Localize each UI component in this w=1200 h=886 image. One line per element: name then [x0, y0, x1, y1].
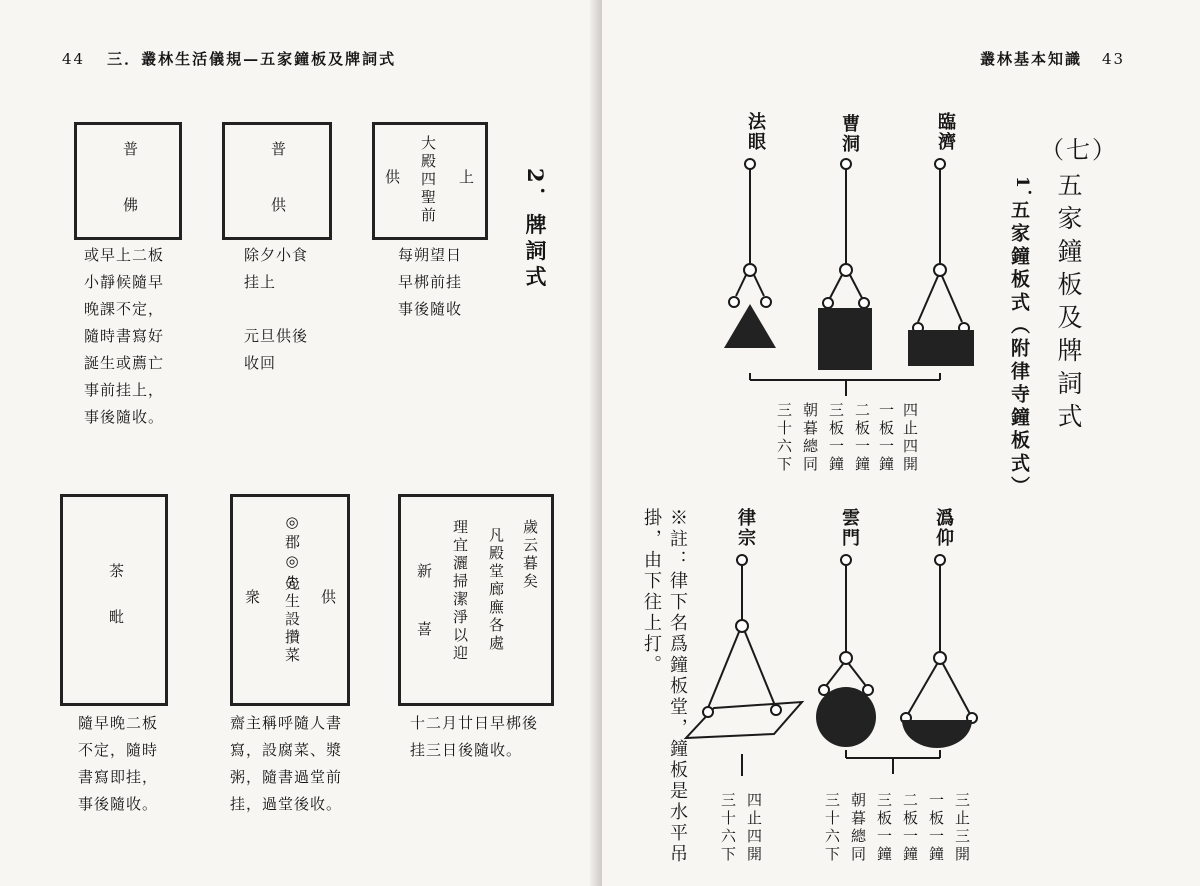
page-number-right: 43	[1102, 50, 1126, 68]
legend-text: 二板一鐘	[901, 792, 919, 864]
caption-top-1: 或早上二板 小靜候隨早 晚課不定， 隨時書寫好 誕生或薦亡 事前挂上， 事後隨收。	[84, 246, 165, 426]
plaque-text: 茶	[107, 563, 125, 581]
label-lvzong: 律宗	[735, 508, 756, 548]
plaque-box-3	[372, 122, 488, 240]
plaque-text: 普	[121, 141, 139, 159]
legend-text: 二板一鐘	[853, 402, 871, 474]
section-heading: 2．牌詞式	[523, 168, 548, 292]
legend-text: 三十六下	[823, 792, 841, 864]
caption-bottom-2: 齋主稱呼隨人書 寫，設腐菜、漿 粥，隨書過堂前 挂，過堂後收。	[230, 714, 343, 813]
running-title-right: 叢林基本知識	[980, 50, 1083, 68]
plaque-text: ◎郡◎◎	[283, 513, 301, 594]
label-caodong: 曹洞	[839, 114, 860, 154]
label-guiyang: 潙仰	[933, 508, 954, 548]
plaque-text: 先生設攢菜	[283, 575, 301, 665]
plaque-text: 凡殿堂廊廡各處	[487, 527, 505, 653]
plaque-text: 上	[457, 169, 475, 187]
chapter-number: （七）	[1040, 136, 1118, 164]
label-fayan: 法眼	[745, 112, 766, 152]
plaque-text: 佛	[121, 197, 139, 215]
plaque-box-4	[60, 494, 168, 706]
left-page	[0, 0, 598, 886]
legend-text: 三板一鐘	[875, 792, 893, 864]
legend-text: 四止四開	[901, 402, 919, 474]
caption-bottom-1: 隨早晚二板 不定，隨時 書寫即挂， 事後隨收。	[78, 714, 159, 813]
plaque-text: 供	[319, 589, 337, 607]
board-shape-square	[818, 308, 872, 370]
page-number-left: 44	[62, 50, 86, 68]
plaque-box-1	[74, 122, 182, 240]
legend-text: 四止四開	[745, 792, 763, 864]
plaque-box-5	[230, 494, 350, 706]
left-header	[62, 48, 396, 69]
legend-text: 三板一鐘	[827, 402, 845, 474]
plaque-box-2	[222, 122, 332, 240]
plaque-text: 理宜灑掃潔淨以迎	[451, 519, 469, 663]
plaque-text: 歲云暮矣	[521, 519, 539, 591]
running-title-left: 三．叢林生活儀規—五家鐘板及牌詞式	[107, 50, 397, 68]
plaque-text: 供	[383, 169, 401, 187]
plaque-text: 普	[269, 141, 287, 159]
board-shape-circle	[816, 687, 876, 747]
chapter-title: 五家鐘板及牌詞式	[1054, 172, 1083, 436]
footnote: ※註：律下名爲鐘板堂，鐘板是水平吊掛，由下往上打。	[641, 508, 688, 865]
board-shape-rectangle-wide	[908, 330, 974, 366]
legend-text: 一板一鐘	[877, 402, 895, 474]
caption-bottom-3: 十二月廿日早梆後 挂三日後隨收。	[410, 714, 539, 759]
plaque-text: 衆	[243, 589, 261, 607]
legend-text: 三十六下	[719, 792, 737, 864]
board-shape-half-circle	[902, 720, 972, 748]
legend-text: 三十六下	[775, 402, 793, 474]
subsection-title: 五家鐘板式（附律寺鐘板式）	[1008, 200, 1030, 499]
legend-text: 朝暮總同	[801, 402, 819, 474]
plaque-text: 大殿四聖前	[419, 135, 437, 225]
board-shape-triangle	[724, 304, 776, 348]
bell-board-diagram	[602, 0, 1200, 886]
label-yunmen: 雲門	[839, 508, 860, 548]
plaque-box-6	[398, 494, 554, 706]
plaque-text: 毗	[107, 609, 125, 627]
caption-top-3: 每朔望日 早梆前挂 事後隨收	[398, 246, 463, 318]
subsection-number: 1．	[1012, 176, 1032, 209]
plaque-text: 供	[269, 197, 287, 215]
legend-text: 一板一鐘	[927, 792, 945, 864]
plaque-text: 新	[415, 563, 433, 581]
legend-text: 朝暮總同	[849, 792, 867, 864]
label-linji: 臨濟	[935, 112, 956, 152]
legend-text: 三止三開	[953, 792, 971, 864]
plaque-text: 喜	[415, 621, 433, 639]
right-page	[602, 0, 1200, 886]
caption-top-2: 除夕小食 挂上 元旦供後 收回	[244, 246, 309, 372]
